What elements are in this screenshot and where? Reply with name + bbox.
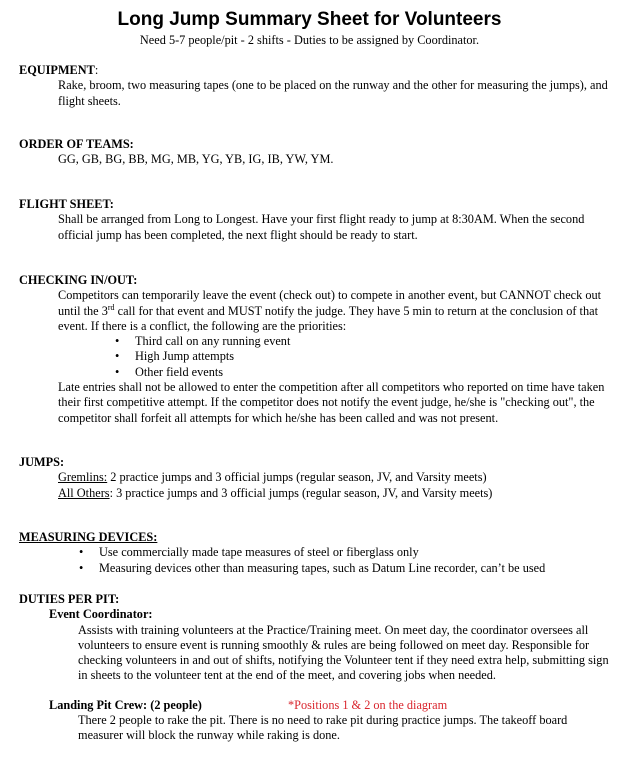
equipment-colon: : [94, 63, 99, 77]
order-section [19, 137, 609, 168]
late-entries-text: Late entries shall not be allowed to enter the competition after all competitors who reported on time have taken their first competitive attempt. If the competitor does not notify the event judge, he/she is "checking out", the competitor shall forfeit all attempts for which he/she has been called and was not present. [58, 380, 605, 425]
checking-section [19, 273, 609, 426]
jumps-label: Gremlins: [58, 470, 108, 485]
priority-list [19, 334, 609, 380]
order-text: GG, GB, BG, BB, MG, MB, YG, YB, IG, IB, YW, YM. [58, 152, 334, 167]
jumps-text: 2 practice jumps and 3 official jumps (regular season, JV, and Varsity meets) [107, 470, 487, 485]
priority-item: • Third call on any running event [19, 334, 609, 349]
flight-sheet-text: Shall be arranged from Long to Longest. Have your first flight ready to jump at 8:30AM. When the second official jump has been completed, the next flight should be ready to start. [58, 212, 585, 242]
flight-sheet-heading: FLIGHT SHEET: [19, 197, 114, 211]
measuring-section [19, 530, 609, 576]
jumps-row-others [19, 486, 609, 501]
jumps-heading: JUMPS: [19, 455, 65, 469]
duties-section [19, 592, 609, 744]
equipment-section [19, 63, 609, 109]
order-heading: ORDER OF TEAMS: [19, 137, 134, 151]
jumps-row-gremlins [19, 470, 609, 485]
checking-text [19, 288, 609, 334]
priority-item: • High Jump attempts [19, 349, 609, 364]
coordinator-text: Assists with training volunteers at the Practice/Training meet. On meet day, the coordinator oversees all volunteers to ensure event is running smoothly & rules are being followed on meet day. Responsible for checking volunteers in and out of shifts, notifying the Volunteer tent if they need extra help, submitting sign in sheets to the volunteer tent at the end of the meet, and covering jobs when needed. [78, 622, 609, 683]
checking-text-a: Competitors can temporarily leave the event (check out) to compete in another event, but CANNOT check out until the 3 [58, 288, 602, 318]
checking-text-b: call for that event and MUST notify the judge. They have 5 min to return at the conclusion of that event. If there is a conflict, the following are the priorities: [58, 303, 598, 333]
jumps-section [19, 455, 609, 501]
page-subtitle: Need 5-7 people/pit - 2 shifts - Duties to be assigned by Coordinator. [139, 33, 480, 47]
ordinal-suffix: rd [107, 302, 115, 312]
measuring-heading: MEASURING DEVICES: [19, 530, 158, 544]
coordinator-title: Event Coordinator: [49, 607, 153, 622]
pit-crew-text: There 2 people to rake the pit. There is no need to rake pit during practice jumps. The takeoff board measurer will block the runway while raking is done. [78, 713, 568, 743]
equipment-text: Rake, broom, two measuring tapes (one to be placed on the runway and the other for measuring the jumps), and flight sheets. [58, 78, 608, 108]
jumps-label: All Others [58, 485, 110, 500]
equipment-heading: EQUIPMENT [19, 63, 95, 77]
checking-heading: CHECKING IN/OUT: [19, 273, 138, 287]
flight-sheet-section [19, 197, 609, 243]
duties-heading: DUTIES PER PIT: [19, 592, 120, 606]
measuring-item: • Measuring devices other than measuring tapes, such as Datum Line recorder, can’t be used [19, 561, 609, 576]
pit-crew-title-row [19, 698, 609, 713]
priority-item: • Other field events [19, 365, 609, 380]
measuring-item: • Use commercially made tape measures of steel or fiberglass only [19, 545, 609, 560]
measuring-list [19, 545, 609, 576]
pit-crew-note: *Positions 1 & 2 on the diagram [288, 697, 448, 712]
jumps-text: : 3 practice jumps and 3 official jumps (regular season, JV, and Varsity meets) [109, 485, 493, 500]
pit-crew-title: Landing Pit Crew: (2 people) [49, 697, 202, 712]
page-title: Long Jump Summary Sheet for Volunteers [117, 9, 502, 30]
